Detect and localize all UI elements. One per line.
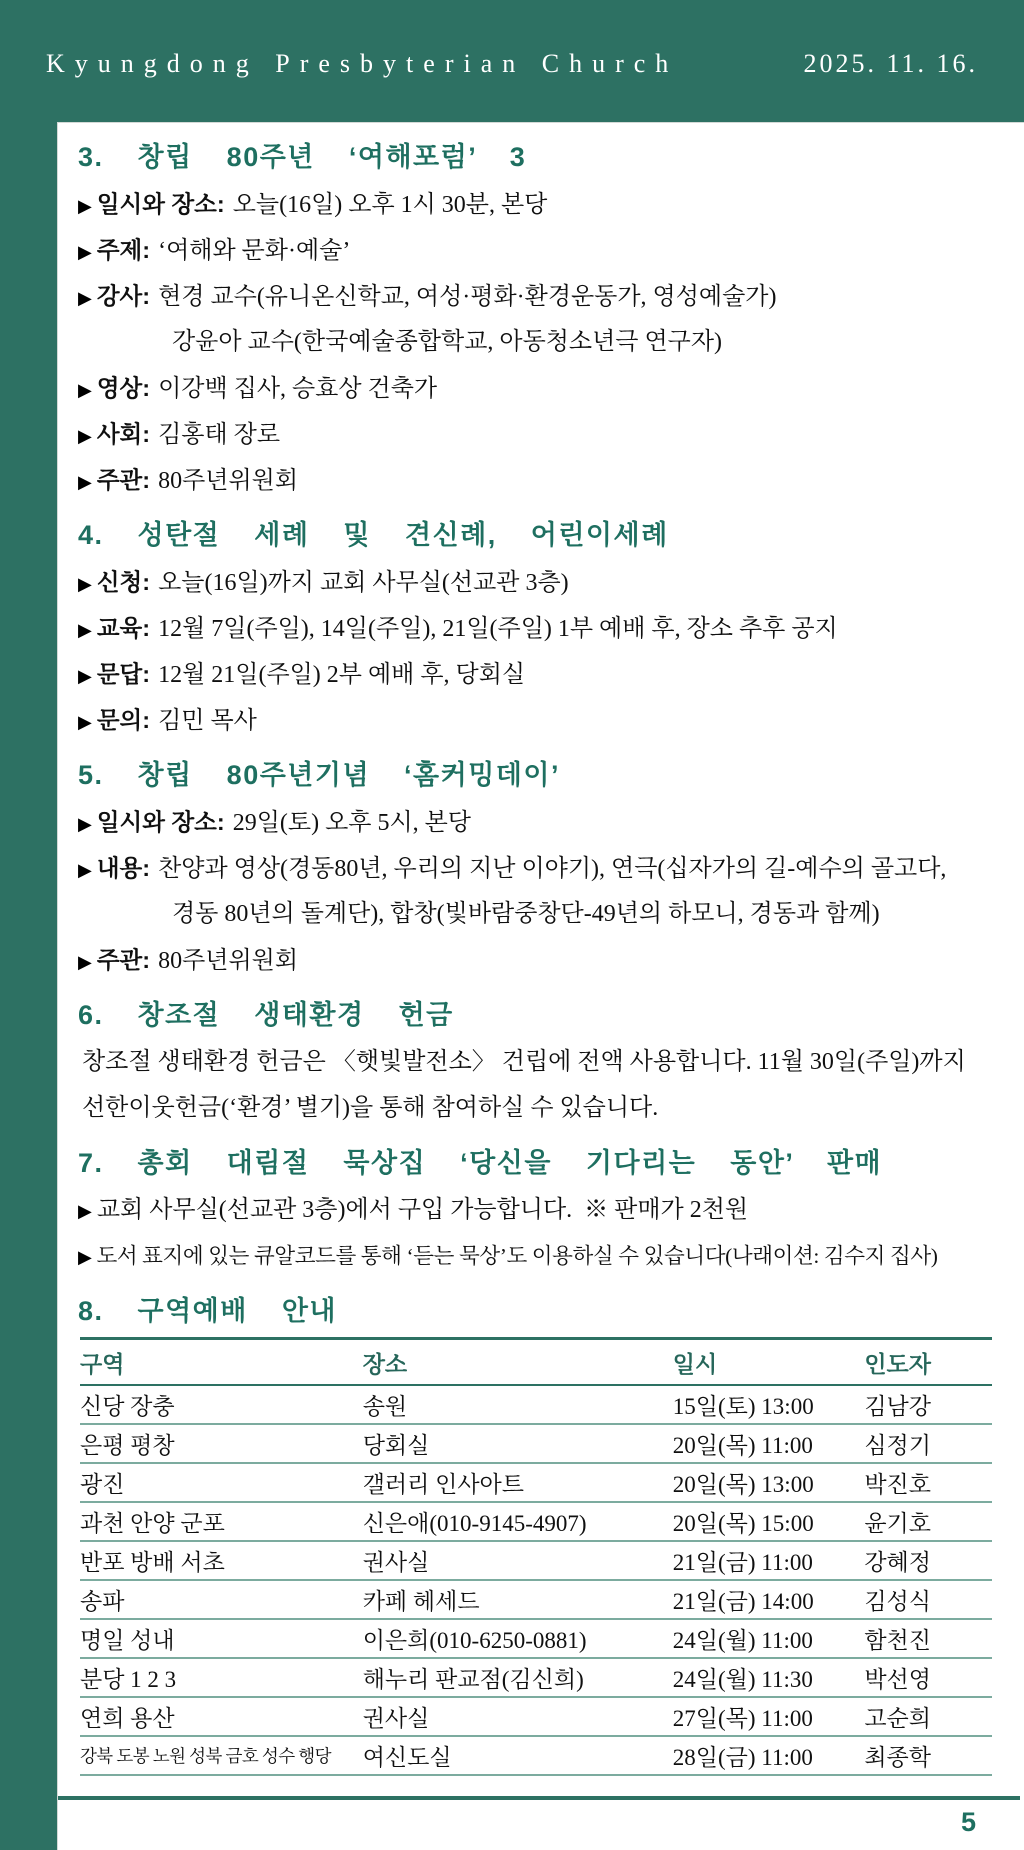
table-cell: 신당 장충 bbox=[80, 1385, 363, 1424]
table-cell: 24일(월) 11:30 bbox=[673, 1658, 865, 1697]
table-row bbox=[80, 1385, 992, 1424]
table-cell: 21일(금) 14:00 bbox=[673, 1580, 865, 1619]
table-cell: 송파 bbox=[80, 1580, 363, 1619]
item-line bbox=[78, 273, 996, 319]
item-label: 교육: bbox=[96, 615, 151, 641]
bullet-triangle-icon: ▶ bbox=[78, 196, 92, 217]
bullet-triangle-icon: ▶ bbox=[78, 666, 92, 687]
table-cell: 박선영 bbox=[864, 1658, 992, 1697]
item-text: 80주년위원회 bbox=[158, 468, 298, 494]
table-row bbox=[80, 1658, 992, 1697]
item-line bbox=[78, 937, 996, 983]
item-line bbox=[78, 799, 996, 845]
bullet-triangle-icon: ▶ bbox=[78, 952, 92, 973]
table-cell: 해누리 판교점(김신희) bbox=[363, 1658, 673, 1697]
bullet-triangle-icon: ▶ bbox=[78, 1201, 92, 1222]
district-worship-table bbox=[80, 1337, 992, 1776]
item-line bbox=[78, 1187, 996, 1233]
table-cell: 이은희(010-6250-0881) bbox=[363, 1619, 673, 1658]
section-title-3: 3. 창립 80주년 ‘여해포럼’ 3 bbox=[78, 142, 527, 172]
item-label: 문답: bbox=[96, 661, 151, 687]
item-line bbox=[78, 411, 996, 457]
issue-date: 2025. 11. 16. bbox=[803, 49, 978, 78]
item-text: 오늘(16일) 오후 1시 30분, 본당 bbox=[232, 192, 548, 218]
item-line bbox=[78, 365, 996, 411]
section-title-7: 7. 총회 대림절 묵상집 ‘당신을 기다리는 동안’ 판매 bbox=[78, 1148, 883, 1178]
table-cell: 송원 bbox=[363, 1385, 673, 1424]
item-label: 신청: bbox=[96, 569, 151, 595]
bullet-triangle-icon: ▶ bbox=[78, 1247, 92, 1268]
table-row bbox=[80, 1463, 992, 1502]
table-cell: 김성식 bbox=[864, 1580, 992, 1619]
section-8 bbox=[78, 1295, 996, 1776]
section-6 bbox=[78, 999, 996, 1131]
table-row bbox=[80, 1424, 992, 1463]
bullet-triangle-icon: ▶ bbox=[78, 472, 92, 493]
item-text: 찬양과 영상(경동80년, 우리의 지난 이야기), 연극(십자가의 길-예수의 골고다, bbox=[158, 856, 947, 882]
page-number: 5 bbox=[960, 1807, 976, 1837]
item-line bbox=[78, 1233, 996, 1279]
table-cell: 명일 성내 bbox=[80, 1619, 363, 1658]
item-text: ‘여해와 문화·예술’ bbox=[158, 238, 351, 264]
sections-container bbox=[78, 141, 996, 1776]
item-text: 현경 교수(유니온신학교, 여성·평화·환경운동가, 영성예술가) bbox=[158, 284, 777, 310]
table-cell: 과천 안양 군포 bbox=[80, 1502, 363, 1541]
item-text: 강윤아 교수(한국예술종합학교, 아동청소년극 연구자) bbox=[172, 329, 723, 355]
section-title-8: 8. 구역예배 안내 bbox=[78, 1296, 338, 1326]
table-cell: 신은애(010-9145-4907) bbox=[363, 1502, 673, 1541]
bullet-triangle-icon: ▶ bbox=[78, 380, 92, 401]
bullet-triangle-icon: ▶ bbox=[78, 620, 92, 641]
item-text: 경동 80년의 돌계단), 합창(빛바람중창단-49년의 하모니, 경동과 함께) bbox=[172, 901, 880, 927]
item-text: 선한이웃헌금(‘환경’ 별기)을 통해 참여하실 수 있습니다. bbox=[82, 1095, 659, 1121]
item-text: 도서 표지에 있는 큐알코드를 통해 ‘듣는 묵상’도 이용하실 수 있습니다(나래이션: 김수지 집사) bbox=[96, 1244, 938, 1268]
item-text: 12월 21일(주일) 2부 예배 후, 당회실 bbox=[158, 662, 526, 688]
section-7 bbox=[78, 1147, 996, 1279]
paragraph-line bbox=[78, 1039, 996, 1085]
bullet-triangle-icon: ▶ bbox=[78, 712, 92, 733]
item-text: 29일(토) 오후 5시, 본당 bbox=[232, 810, 471, 836]
table-cell: 20일(목) 11:00 bbox=[673, 1424, 865, 1463]
section-5 bbox=[78, 759, 996, 983]
bullet-triangle-icon: ▶ bbox=[78, 860, 92, 881]
item-text: 김민 목사 bbox=[158, 708, 257, 734]
column-header: 인도자 bbox=[864, 1339, 992, 1386]
column-header: 장소 bbox=[363, 1339, 673, 1386]
table-cell: 20일(목) 15:00 bbox=[673, 1502, 865, 1541]
item-label: 일시와 장소: bbox=[96, 191, 225, 217]
church-name: Kyungdong Presbyterian Church bbox=[46, 49, 679, 78]
table-cell: 21일(금) 11:00 bbox=[673, 1541, 865, 1580]
table-cell: 함천진 bbox=[864, 1619, 992, 1658]
table-body bbox=[80, 1385, 992, 1775]
table-cell: 28일(금) 11:00 bbox=[673, 1736, 865, 1775]
table-cell: 15일(토) 13:00 bbox=[673, 1385, 865, 1424]
table-row bbox=[80, 1619, 992, 1658]
bullet-triangle-icon: ▶ bbox=[78, 426, 92, 447]
table-cell: 심정기 bbox=[864, 1424, 992, 1463]
item-line bbox=[78, 181, 996, 227]
bullet-triangle-icon: ▶ bbox=[78, 574, 92, 595]
table-cell: 당회실 bbox=[363, 1424, 673, 1463]
item-line bbox=[78, 845, 996, 891]
table-cell: 24일(월) 11:00 bbox=[673, 1619, 865, 1658]
item-line bbox=[78, 697, 996, 743]
table-row bbox=[80, 1541, 992, 1580]
item-line bbox=[78, 559, 996, 605]
table-cell: 권사실 bbox=[363, 1541, 673, 1580]
table-cell: 연희 용산 bbox=[80, 1697, 363, 1736]
section-title-5: 5. 창립 80주년기념 ‘홈커밍데이’ bbox=[78, 760, 560, 790]
table-cell: 강북 도봉 노원 성북 금호 성수 행당 bbox=[80, 1736, 363, 1775]
item-line bbox=[78, 891, 996, 937]
item-label: 주제: bbox=[96, 237, 151, 263]
item-text: 교회 사무실(선교관 3층)에서 구입 가능합니다. ※ 판매가 2천원 bbox=[96, 1197, 749, 1223]
table-head bbox=[80, 1339, 992, 1386]
table-cell: 윤기호 bbox=[864, 1502, 992, 1541]
section-3 bbox=[78, 141, 996, 503]
item-label: 영상: bbox=[96, 375, 151, 401]
bulletin-sheet bbox=[57, 122, 1024, 1850]
item-line bbox=[78, 319, 996, 365]
item-line bbox=[78, 651, 996, 697]
table-cell: 갤러리 인사아트 bbox=[363, 1463, 673, 1502]
bottom-rule bbox=[58, 1796, 1020, 1800]
column-header: 일시 bbox=[673, 1339, 865, 1386]
page-header-band bbox=[0, 0, 1024, 122]
item-text: 오늘(16일)까지 교회 사무실(선교관 3층) bbox=[158, 570, 569, 596]
table-row bbox=[80, 1502, 992, 1541]
table-cell: 권사실 bbox=[363, 1697, 673, 1736]
column-header: 구역 bbox=[80, 1339, 363, 1386]
item-line bbox=[78, 227, 996, 273]
paragraph-line bbox=[78, 1085, 996, 1131]
item-line bbox=[78, 457, 996, 503]
table-cell: 광진 bbox=[80, 1463, 363, 1502]
item-line bbox=[78, 605, 996, 651]
item-label: 일시와 장소: bbox=[96, 809, 225, 835]
table-cell: 박진호 bbox=[864, 1463, 992, 1502]
item-text: 김홍태 장로 bbox=[158, 422, 280, 448]
table-cell: 27일(목) 11:00 bbox=[673, 1697, 865, 1736]
item-text: 12월 7일(주일), 14일(주일), 21일(주일) 1부 예배 후, 장소 추후 공지 bbox=[158, 616, 838, 642]
table-cell: 반포 방배 서초 bbox=[80, 1541, 363, 1580]
table-row bbox=[80, 1697, 992, 1736]
table-row bbox=[80, 1736, 992, 1775]
bullet-triangle-icon: ▶ bbox=[78, 288, 92, 309]
item-text: 이강백 집사, 승효상 건축가 bbox=[158, 376, 438, 402]
item-text: 80주년위원회 bbox=[158, 948, 298, 974]
item-label: 주관: bbox=[96, 947, 151, 973]
table-cell: 분당 1 2 3 bbox=[80, 1658, 363, 1697]
bullet-triangle-icon: ▶ bbox=[78, 814, 92, 835]
table-cell: 20일(목) 13:00 bbox=[673, 1463, 865, 1502]
item-label: 문의: bbox=[96, 707, 151, 733]
item-label: 주관: bbox=[96, 467, 151, 493]
table-cell: 여신도실 bbox=[363, 1736, 673, 1775]
item-text: 창조절 생태환경 헌금은 〈햇빛발전소〉 건립에 전액 사용합니다. 11월 30일(주일)까지 bbox=[82, 1049, 966, 1075]
bullet-triangle-icon: ▶ bbox=[78, 242, 92, 263]
item-label: 사회: bbox=[96, 421, 151, 447]
item-label: 내용: bbox=[96, 855, 151, 881]
item-label: 강사: bbox=[96, 283, 151, 309]
table-row bbox=[80, 1580, 992, 1619]
section-title-6: 6. 창조절 생태환경 헌금 bbox=[78, 1000, 454, 1030]
table-header-row bbox=[80, 1339, 992, 1386]
section-4 bbox=[78, 519, 996, 743]
table-cell: 강혜정 bbox=[864, 1541, 992, 1580]
table-cell: 김남강 bbox=[864, 1385, 992, 1424]
table-cell: 최종학 bbox=[864, 1736, 992, 1775]
table-cell: 은평 평창 bbox=[80, 1424, 363, 1463]
table-cell: 카페 헤세드 bbox=[363, 1580, 673, 1619]
table-cell: 고순희 bbox=[864, 1697, 992, 1736]
section-title-4: 4. 성탄절 세례 및 견신례, 어린이세례 bbox=[78, 520, 669, 550]
